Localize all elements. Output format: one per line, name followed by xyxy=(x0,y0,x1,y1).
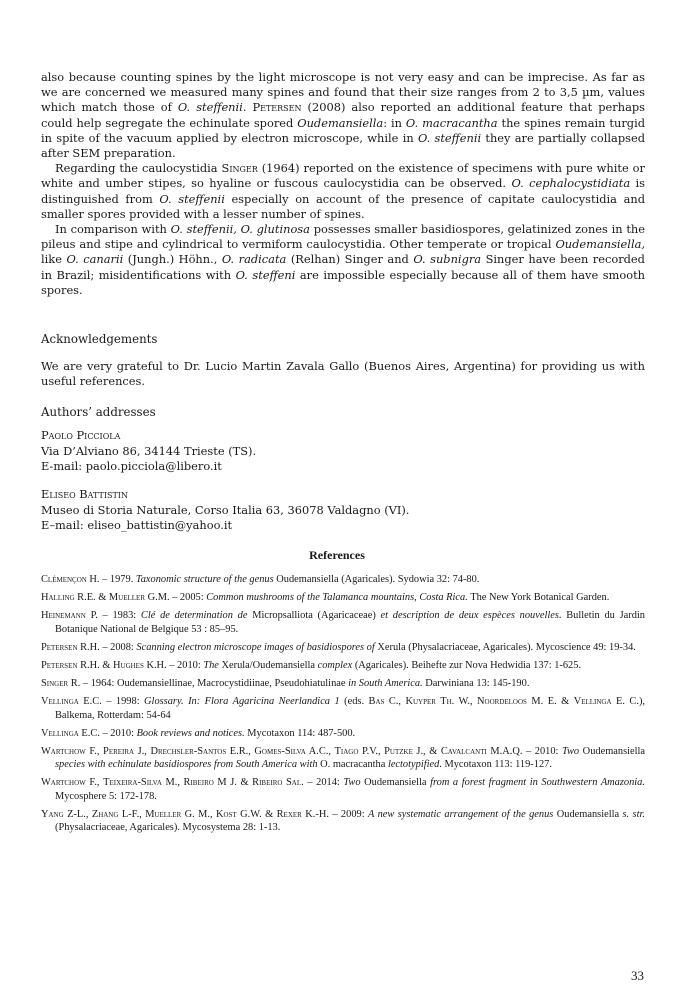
text-run: Xerula (Physalacriaceae, Agaricales). Mycoscience 49: 19-34. xyxy=(374,641,636,653)
text-run: K.H. – 2010: xyxy=(143,660,204,672)
small-caps-name: Cavalcanti xyxy=(440,746,487,758)
italic-text: in South America. xyxy=(348,678,423,690)
text-run: Regarding the caulocystidia xyxy=(55,161,222,176)
text-run: Darwiniana 13: 145-190. xyxy=(422,678,530,690)
text-run: O. macracantha xyxy=(317,759,388,771)
text-run: : in xyxy=(383,115,406,130)
italic-text: Oudemansiella, xyxy=(555,237,645,252)
italic-text: O. steffenii, O. glutinosa xyxy=(170,222,310,237)
text-run: R.H. & xyxy=(77,660,114,672)
reference-entry xyxy=(41,659,645,672)
text-run: In comparison with xyxy=(55,222,171,237)
italic-text: lectotypified xyxy=(387,759,440,771)
italic-text: O. canarii xyxy=(66,252,124,267)
text-run: E. C.), Balkema, Rotterdam: 54-64 xyxy=(55,696,646,721)
italic-text: Common mushrooms of the Talamanca mountains, Costa Rica. xyxy=(206,592,468,604)
small-caps-name: Mueller xyxy=(108,592,145,604)
reference-entry xyxy=(41,677,645,690)
author-email[interactable]: E-mail: paolo.picciola@libero.it xyxy=(41,459,222,474)
italic-text: et description de deux espèces nouvelles xyxy=(380,610,559,622)
small-caps-name: Petersen xyxy=(252,100,302,115)
text-run: R.H. – 2008: xyxy=(77,641,137,653)
text-run: Oudemansiella xyxy=(360,777,431,789)
author-name: Eliseo Battistin xyxy=(41,487,128,501)
text-run: P.V., xyxy=(358,746,385,758)
text-run: M. E. & xyxy=(526,696,574,708)
text-run: M J. & xyxy=(213,777,253,789)
italic-text: O. steffenii xyxy=(417,130,482,145)
small-caps-name: Ribeiro xyxy=(183,777,214,789)
text-run: Oudemansiella xyxy=(579,746,646,758)
text-run: K.-H. – 2009: xyxy=(301,808,369,820)
text-run: (Agaricales). Beihefte zur Nova Hedwidia 137: 1-625. xyxy=(352,660,582,672)
author-email[interactable]: E–mail: eliseo_battistin@yahoo.it xyxy=(41,518,233,533)
text-run: M., xyxy=(161,777,184,789)
reference-entry xyxy=(41,745,645,771)
text-run: G.W. & xyxy=(236,808,277,820)
text-run: G. M., xyxy=(181,808,217,820)
text-run: . xyxy=(242,100,253,115)
italic-text: Book reviews and notices. xyxy=(136,727,245,739)
small-caps-name: Singer xyxy=(221,161,258,176)
text-run: also because counting spines by the light microscope is not very easy and can be imprecise. As far as we are concerned we measured many spines and found that their size ranges from 2 to 3,5 µm, values which match those of xyxy=(41,70,645,115)
body-paragraph xyxy=(41,222,645,298)
italic-text: O. radicata xyxy=(221,252,287,267)
italic-text: species with echinulate basidiospores from South America with xyxy=(55,759,318,771)
small-caps-name: Hughes xyxy=(113,660,144,672)
text-run: E.R., xyxy=(226,746,255,758)
text-run: Z-L., xyxy=(63,808,92,820)
italic-text: Clé de determination de xyxy=(140,610,248,622)
italic-text: O. cephalocystidiata xyxy=(511,176,631,191)
body-paragraph xyxy=(41,161,645,222)
small-caps-name: Halling xyxy=(41,592,75,604)
reference-entry xyxy=(41,573,645,586)
italic-text: Two xyxy=(561,746,580,758)
reference-entry xyxy=(41,609,645,635)
text-run: (Jungh.) Höhn., xyxy=(123,252,222,267)
small-caps-name: Vellinga xyxy=(41,727,79,739)
text-run: F., xyxy=(85,777,104,789)
text-run: P. – 1983: xyxy=(85,610,141,622)
body-paragraph xyxy=(41,70,645,161)
small-caps-name: Zhang xyxy=(91,808,119,820)
italic-text: Two xyxy=(343,777,361,789)
author-name: Paolo Picciola xyxy=(41,428,121,442)
italic-text: O. steffenii xyxy=(177,100,243,115)
author-address-block xyxy=(41,487,645,534)
text-run: G.M. – 2005: xyxy=(145,592,207,604)
text-run: . Mycotaxon 113: 119-127. xyxy=(439,759,552,771)
text-run: J., & xyxy=(412,746,441,758)
small-caps-name: Noordeloos xyxy=(477,696,527,708)
text-run: . Bulletin du Jardin Botanique National de Belgique 53 : 85–95. xyxy=(55,610,645,635)
small-caps-name: Pereira xyxy=(103,746,135,758)
italic-text: Oudemansiella xyxy=(297,115,384,130)
author-address-block xyxy=(41,428,645,475)
text-run: Micropsalliota (Agaricaceae) xyxy=(247,610,381,622)
text-run: C., xyxy=(384,696,406,708)
text-run: R. – 1964: Oudemansiellinae, Macrocystidiinae, Pseudohiatulinae xyxy=(68,678,349,690)
text-run: are impossible especially because all of them have smooth spores. xyxy=(41,267,645,297)
small-caps-name: Kuyper Th xyxy=(405,696,452,708)
text-run: Oudemansiella xyxy=(553,808,623,820)
small-caps-name: Putzke xyxy=(384,746,413,758)
text-run: (Relhan) Singer and xyxy=(286,252,414,267)
small-caps-name: Yang xyxy=(41,808,64,820)
text-run: . W., xyxy=(451,696,478,708)
acknowledgements-heading: Acknowledgements xyxy=(41,332,158,346)
small-caps-name: Petersen xyxy=(41,660,78,672)
text-run: Mycotaxon 114: 487-500. xyxy=(244,727,356,739)
italic-text: O. steffenii xyxy=(159,191,225,206)
italic-text: A new systematic arrangement of the genus xyxy=(368,808,554,820)
small-caps-name: Wartchow xyxy=(41,777,86,789)
italic-text: from a forest fragment in Southwestern Amazonia. xyxy=(430,777,645,789)
small-caps-name: Wartchow xyxy=(41,746,86,758)
text-run: A.C., xyxy=(305,746,335,758)
text-run: M.A.Q. – 2010: xyxy=(486,746,562,758)
text-run: is distinguished from xyxy=(41,176,646,206)
text-run: especially on account of the presence of capitate caulocystidia and smaller spores provided with a lesser number of spines. xyxy=(41,191,645,221)
acknowledgements-text xyxy=(41,359,645,389)
text-run: L-F., xyxy=(118,808,146,820)
small-caps-name: Drechsler-Santos xyxy=(150,746,227,758)
small-caps-name: Tiago xyxy=(334,746,359,758)
small-caps-name: Teixeira-Silva xyxy=(103,777,162,789)
small-caps-name: Gomes-Silva xyxy=(254,746,306,758)
small-caps-name: Rexer xyxy=(276,808,302,820)
text-run: R.E. & xyxy=(74,592,109,604)
text-run: (1964) reported on the existence of specimens with pure white or white and umber stipes, so hyaline or fuscous caulocystidia can be observed. xyxy=(41,161,645,191)
acknowledgements-paragraph: We are very grateful to Dr. Lucio Martin Zavala Gallo (Buenos Aires, Argentina) for providing us with useful references. xyxy=(41,359,645,389)
small-caps-name: Heinemann xyxy=(41,610,86,622)
italic-text: Glossary. In: Flora Agaricina Neerlandica 1 xyxy=(144,696,340,708)
italic-text: s. str. xyxy=(622,808,645,820)
text-run: H. – 1979. xyxy=(86,574,136,585)
text-run: Singer have been recorded in Brazil; misidentifications with xyxy=(41,252,645,282)
italic-text: Scanning electron microscope images of basidiospores of xyxy=(136,641,375,653)
references-list xyxy=(41,573,645,839)
italic-text: complex xyxy=(317,660,353,672)
text-run: Oudemansiella (Agaricales). Sydowia 32: 74-80. xyxy=(273,574,480,585)
small-caps-name: Ribeiro Sal xyxy=(252,777,302,789)
small-caps-name: Vellinga xyxy=(41,696,79,708)
reference-entry xyxy=(41,727,645,740)
text-run: E.C. – 1998: xyxy=(78,696,145,708)
text-run: . – 2014: xyxy=(301,777,344,789)
italic-text: Taxonomic structure of the genus xyxy=(135,574,274,585)
text-run: (2008) also reported an additional feature that perhaps could help segregate the echinulate spored xyxy=(41,100,646,130)
reference-entry xyxy=(41,591,645,604)
reference-entry xyxy=(41,776,645,802)
small-caps-name: Bas xyxy=(368,696,385,708)
body-paragraphs xyxy=(41,70,645,298)
italic-text: The xyxy=(203,660,219,672)
text-run: E.C. – 2010: xyxy=(78,727,137,739)
text-run: the spines remain turgid in spite of the vacuum applied by electron microscope, while in xyxy=(41,115,646,145)
small-caps-name: Vellinga xyxy=(573,696,612,708)
text-run: F., xyxy=(85,746,104,758)
page-number: 33 xyxy=(631,968,644,983)
reference-entry xyxy=(41,641,645,654)
text-run: Xerula/Oudemansiella xyxy=(218,660,318,672)
text-run: (eds. xyxy=(339,696,369,708)
small-caps-name: Clémençon xyxy=(41,574,87,585)
reference-entry xyxy=(41,695,645,721)
text-run: like xyxy=(41,252,67,267)
references-heading: References xyxy=(309,548,365,562)
text-run: J., xyxy=(134,746,151,758)
small-caps-name: Petersen xyxy=(41,641,78,653)
text-run: The New York Botanical Garden. xyxy=(467,592,610,604)
text-run: they are partially collapsed after SEM preparation. xyxy=(41,130,646,161)
author-postal-address: Via D’Alviano 86, 34144 Trieste (TS). xyxy=(41,443,257,458)
text-run: (Physalacriaceae, Agaricales). Mycosystema 28: 1-13. xyxy=(55,822,281,834)
small-caps-name: Kost xyxy=(216,808,237,820)
text-run: Mycosphere 5: 172-178. xyxy=(55,790,157,802)
italic-text: O. subnigra xyxy=(413,252,482,267)
italic-text: O. macracantha xyxy=(405,115,498,130)
addresses-heading: Authors’ addresses xyxy=(41,405,156,419)
text-run: possesses smaller basidiospores, gelatinized zones in the pileus and stipe and cylindrical to vermiform caulocystidia. Other temperate or tropical xyxy=(41,222,645,252)
small-caps-name: Mueller xyxy=(145,808,182,820)
reference-entry xyxy=(41,808,645,834)
author-postal-address: Museo di Storia Naturale, Corso Italia 63, 36078 Valdagno (VI). xyxy=(41,502,410,517)
small-caps-name: Singer xyxy=(41,678,69,690)
italic-text: O. steffeni xyxy=(235,267,296,282)
